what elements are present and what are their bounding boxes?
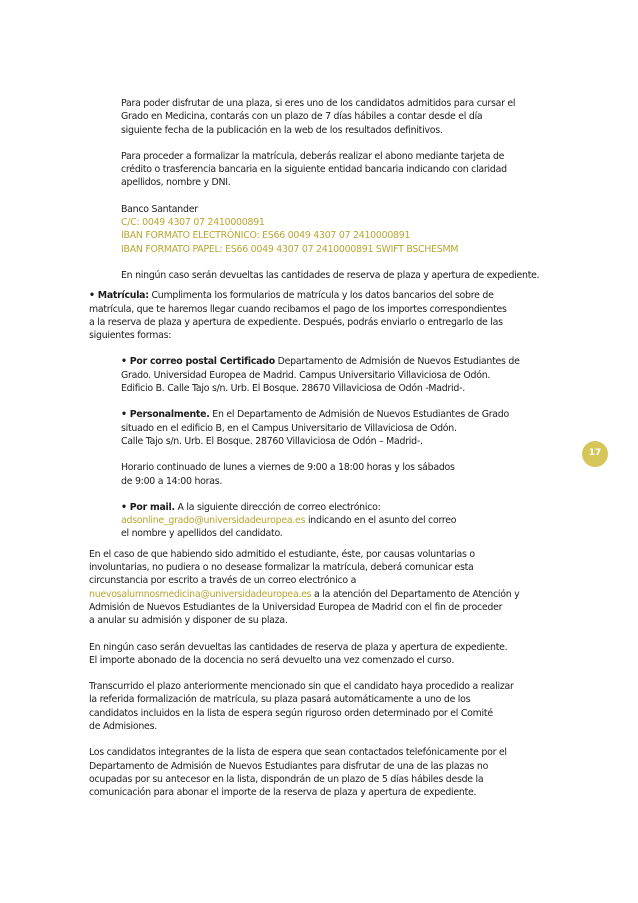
personal-label: • Personalmente. bbox=[121, 409, 210, 421]
paragraph-correo-postal bbox=[89, 355, 554, 395]
page-body bbox=[89, 97, 554, 799]
paragraph-devoluciones: En ningún caso serán devueltas las cantidades de reserva de plaza y apertura de expediente. El importe abonado de la docencia no será devuelto una vez comenzado el curso. bbox=[89, 641, 508, 666]
renuncia-after: a la atención del Departamento de Atención y Admisión de Nuevos Estudiantes de la Universidad Europea de Madrid con el fin de proceder a anular su admisión y disponer de su plaza. bbox=[89, 588, 520, 627]
mail-label: • Por mail. bbox=[121, 501, 175, 513]
personal-text: En el Departamento de Admisión de Nuevos Estudiantes de Grado situado en el edificio B, en el Campus Universitario de Villaviciosa de Odón. Calle Tajo s/n. Urb. El Bosque. 28760 Villaviciosa de Odón – Madrid-. bbox=[121, 409, 509, 447]
bank-iban-electronic: IBAN FORMATO ELECTRÓNICO: ES66 0049 4307 07 2410000891 bbox=[121, 230, 411, 242]
matricula-label: • Matrícula: bbox=[89, 290, 149, 302]
paragraph-renuncia bbox=[89, 548, 554, 628]
medicine-email-link[interactable]: nuevosalumnosmedicina@universidadeuropea.es bbox=[89, 588, 312, 600]
mail-after: indicando en el asunto del correo el nombre y apellidos del candidato. bbox=[121, 515, 457, 540]
renuncia-before: En el caso de que habiendo sido admitido el estudiante, éste, por causas voluntarias o involuntarias, no pudiera o no desease formalizar la matrícula, deberá comunicar esta circunstancia por escrito a través de un correo electrónico a bbox=[89, 548, 475, 587]
page-number-badge: 17 bbox=[582, 441, 608, 467]
mail-text: A la siguiente dirección de correo electrónico: bbox=[174, 501, 381, 513]
correo-text: Departamento de Admisión de Nuevos Estudiantes de Grado. Universidad Europea de Madrid. Campus Universitario Villaviciosa de Odón. Edificio B. Calle Tajo s/n. Urb. El Bosque. 28670 Villaviciosa de Odón -Madrid-. bbox=[121, 356, 520, 395]
paragraph-personalmente bbox=[89, 408, 554, 448]
bank-name: Banco Santander bbox=[121, 203, 198, 215]
correo-label: • Por correo postal Certificado bbox=[121, 356, 275, 368]
paragraph-contacto-telefonico: Los candidatos integrantes de la lista de espera que sean contactados telefónicamente por el Departamento de Admisión de Nuevos Estudiantes para disfrutar de una de las plazas no ocupadas por su antecesor en la lista, dispondrán de un plazo de 5 días hábiles desde la comunicación para abonar el importe de la reserva de plaza y apertura de expediente. bbox=[89, 747, 507, 799]
paragraph-matricula bbox=[89, 289, 554, 342]
bank-iban-paper: IBAN FORMATO PAPEL: ES66 0049 4307 07 2410000891 SWIFT BSCHESMM bbox=[121, 243, 459, 255]
bank-account-cc: C/C: 0049 4307 07 2410000891 bbox=[121, 217, 265, 229]
admissions-email-link[interactable]: adsonline_grado@universidadeuropea.es bbox=[121, 515, 306, 527]
paragraph-plazo: Para poder disfrutar de una plaza, si eres uno de los candidatos admitidos para cursar el Grado en Medicina, contarás con un plazo de 7 días hábiles a contar desde el día siguiente fecha de la publicación en la web de los resultados definitivos. bbox=[121, 98, 516, 136]
bank-details bbox=[89, 203, 554, 256]
matricula-text: Cumplimenta los formularios de matrícula y los datos bancarios del sobre de matrícula, que te haremos llegar cuando recibamos el pago de los importes correspondientes a la reserva de plaza y apertura de expediente. Después, podrás enviarlo o entregarlo de las siguientes formas: bbox=[89, 290, 507, 342]
paragraph-lista-espera: Transcurrido el plazo anteriormente mencionado sin que el candidato haya procedido a realizar la referida formalización de matrícula, su plaza pasará automáticamente a uno de los candidatos incluidos en la lista de espera según riguroso orden determinado por el Comité de Admisiones. bbox=[89, 681, 514, 732]
paragraph-no-devolucion: En ningún caso serán devueltas las cantidades de reserva de plaza y apertura de expediente. bbox=[121, 269, 540, 281]
paragraph-horario: Horario continuado de lunes a viernes de 9:00 a 18:00 horas y los sábados de 9:00 a 14:00 horas. bbox=[121, 462, 455, 487]
paragraph-abono: Para proceder a formalizar la matrícula, deberás realizar el abono mediante tarjeta de crédito o trasferencia bancaria en la siguiente entidad bancaria indicando con claridad apellidos, nombre y DNI. bbox=[121, 150, 507, 189]
paragraph-mail bbox=[89, 501, 554, 541]
